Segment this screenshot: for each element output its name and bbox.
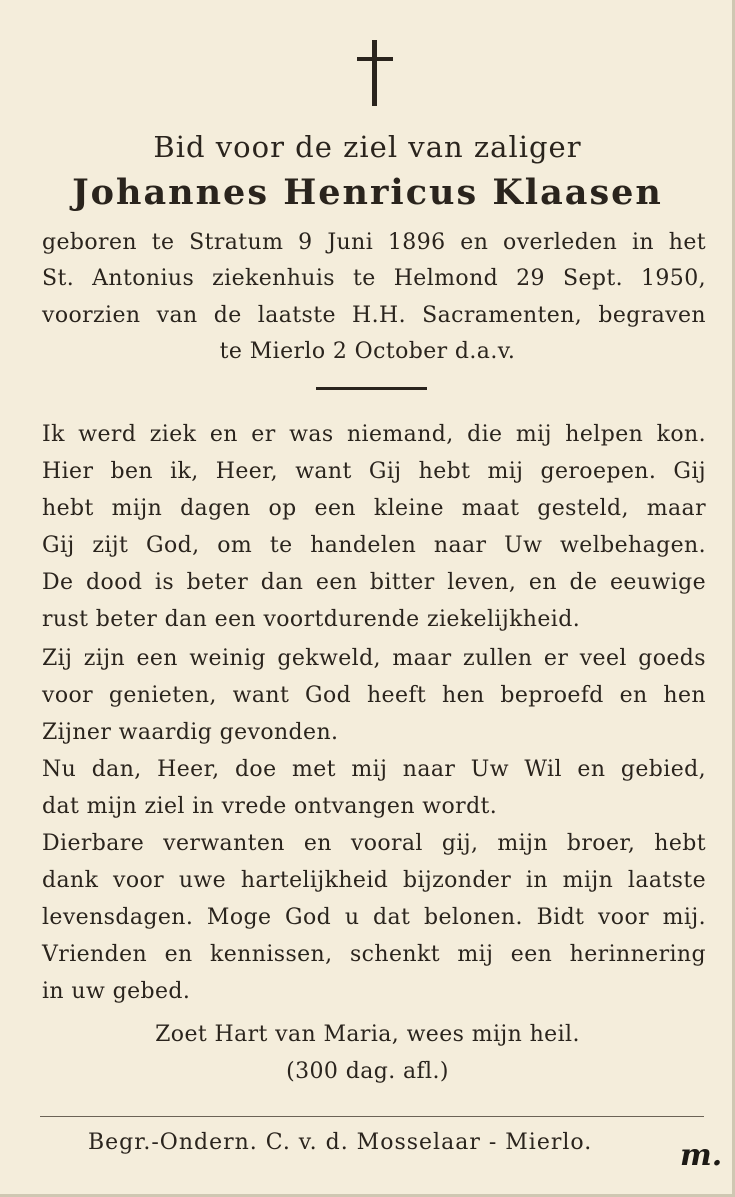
cross-icon — [357, 40, 393, 106]
prayer-line: in uw gebed. — [42, 979, 191, 1004]
ejaculation: Zoet Hart van Maria, wees mijn heil. — [155, 1022, 580, 1047]
prayer-line: dat mijn ziel in vrede ontvangen wordt. — [42, 794, 498, 819]
indulgence-note: (300 dag. afl.) — [286, 1059, 449, 1084]
prayer-line: rust beter dan een voortdurende ziekelijkheid. — [42, 607, 581, 632]
footer-divider — [40, 1116, 704, 1117]
detail-line: voorzien van de laatste H.H. Sacramenten, begraven — [42, 303, 706, 328]
divider — [316, 387, 427, 390]
detail-line: geboren te Stratum 9 Juni 1896 en overleden in het — [42, 230, 706, 255]
prayer-line: De dood is beter dan een bitter leven, en de eeuwige — [42, 570, 706, 595]
invocation: Bid voor de ziel van zaliger — [153, 130, 582, 164]
detail-line: St. Antonius ziekenhuis te Helmond 29 Sept. 1950, — [42, 266, 706, 291]
detail-line: te Mierlo 2 October d.a.v. — [219, 339, 516, 364]
prayer-line: levensdagen. Moge God u dat belonen. Bidt voor mij. — [42, 905, 706, 930]
deceased-name: Johannes Henricus Klaasen — [72, 172, 663, 213]
prayer-line: voor genieten, want God heeft hen beproefd en hen — [42, 683, 706, 708]
undertaker-imprint: Begr.-Ondern. C. v. d. Mosselaar - Mierlo. — [88, 1130, 593, 1155]
prayer-line: Hier ben ik, Heer, want Gij hebt mij geroepen. Gij — [42, 459, 706, 484]
handwritten-initials: m. — [680, 1138, 723, 1173]
prayer-line: Vrienden en kennissen, schenkt mij een herinnering — [42, 942, 706, 967]
prayer-line: hebt mijn dagen op een kleine maat gesteld, maar — [42, 496, 706, 521]
prayer-line: Zijner waardig gevonden. — [42, 720, 339, 745]
prayer-line: Ik werd ziek en er was niemand, die mij helpen kon. — [42, 422, 706, 447]
prayer-line: Nu dan, Heer, doe met mij naar Uw Wil en gebied, — [42, 757, 706, 782]
prayer-line: Dierbare verwanten en vooral gij, mijn broer, hebt — [42, 831, 706, 856]
prayer-line: Gij zijt God, om te handelen naar Uw welbehagen. — [42, 533, 706, 558]
prayer-line: Zij zijn een weinig gekweld, maar zullen er veel goeds — [42, 646, 706, 671]
prayer-line: dank voor uwe hartelijkheid bijzonder in mijn laatste — [42, 868, 706, 893]
